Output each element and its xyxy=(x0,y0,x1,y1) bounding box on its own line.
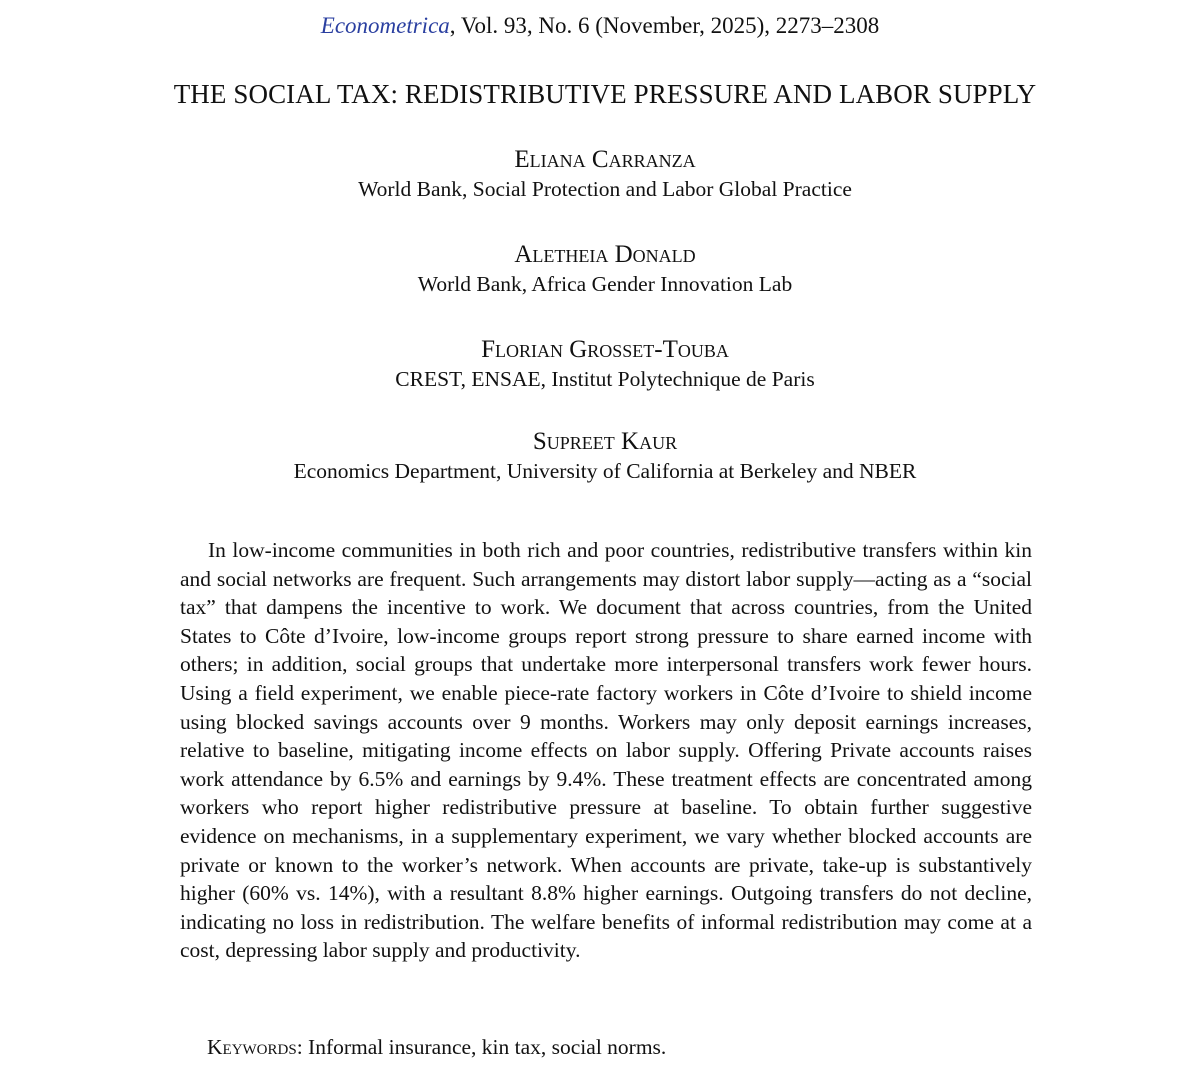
author-affiliation: CREST, ENSAE, Institut Polytechnique de Paris xyxy=(395,367,815,391)
author-block xyxy=(0,240,1200,298)
paper-title: THE SOCIAL TAX: REDISTRIBUTIVE PRESSURE AND LABOR SUPPLY xyxy=(173,79,1037,109)
journal-name[interactable]: Econometrica xyxy=(320,13,450,38)
author-affiliation: World Bank, Social Protection and Labor Global Practice xyxy=(358,177,852,201)
author-block xyxy=(0,335,1200,393)
author-affiliation: World Bank, Africa Gender Innovation Lab xyxy=(417,272,793,296)
author-block xyxy=(0,427,1200,485)
journal-citation xyxy=(0,12,1200,40)
keywords xyxy=(207,1033,666,1061)
author-name: Supreet Kaur xyxy=(532,428,678,455)
author-name: Florian Grosset-Touba xyxy=(481,336,729,363)
author-name: Eliana Carranza xyxy=(514,146,696,173)
author-block xyxy=(0,145,1200,203)
author-affiliation: Economics Department, University of California at Berkeley and NBER xyxy=(293,459,917,483)
keywords-label: Keywords xyxy=(207,1035,297,1059)
abstract: In low-income communities in both rich and poor countries, redistributive transfers within kin and social networks are frequent. Such arrangements may distort labor supply—acting as a “social tax” that dampens the incentive to work. We document that across countries, from the United States to Côte d’Ivoire, low-income groups report strong pressure to share earned income with others; in addition, social groups that undertake more interpersonal transfers work fewer hours. Using a field experiment, we enable piece-rate factory workers in Côte d’Ivoire to shield income using blocked savings accounts over 9 months. Workers may only deposit earnings increases, relative to baseline, mitigating income effects on labor supply. Offering Private accounts raises work attendance by 6.5% and earnings by 9.4%. These treatment effects are concentrated among workers who report higher redistributive pressure at baseline. To obtain further suggestive evidence on mechanisms, in a supplementary experiment, we vary whether blocked accounts are private or known to the worker’s network. When accounts are private, take-up is substantively higher (60% vs. 14%), with a resultant 8.8% higher earnings. Outgoing transfers do not decline, indicating no loss in redistribution. The welfare benefits of informal redistribution may come at a cost, depressing labor supply and productivity. xyxy=(180,538,1032,963)
citation-details: , Vol. 93, No. 6 (November, 2025), 2273–2308 xyxy=(449,13,880,38)
author-name: Aletheia Donald xyxy=(514,241,696,268)
keywords-text: : Informal insurance, kin tax, social norms. xyxy=(296,1035,667,1059)
